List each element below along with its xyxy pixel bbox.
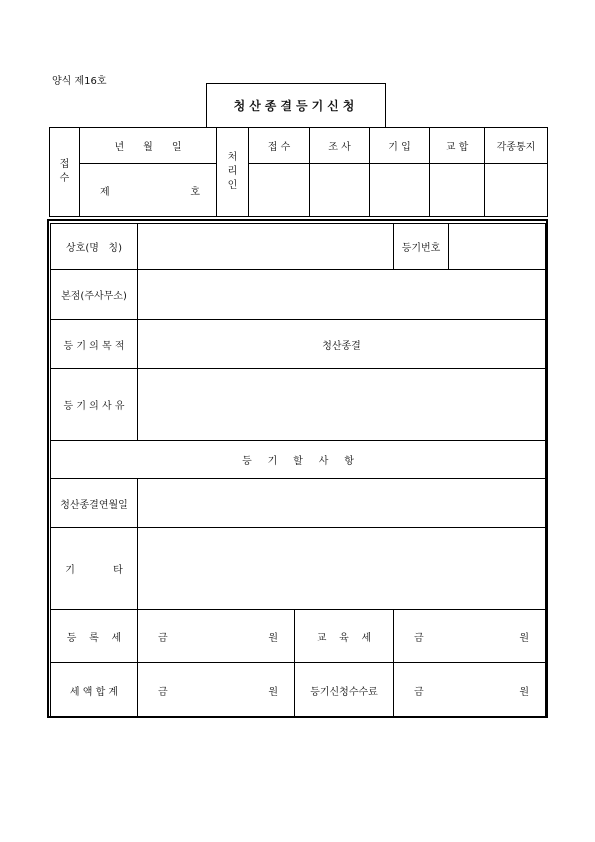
completion-date-field[interactable] [138, 479, 546, 528]
head-office-field[interactable] [138, 270, 546, 320]
matters-heading: 등 기 할 사 항 [51, 441, 546, 479]
fee-label: 등기신청수수료 [295, 663, 394, 718]
processor-verify-field[interactable] [430, 164, 485, 217]
processor-col-receipt: 접 수 [249, 128, 310, 164]
total-tax-label: 세 액 합 계 [51, 663, 138, 718]
reg-tax-amount[interactable]: 금 원 [138, 610, 295, 663]
head-office-label: 본점(주사무소) [51, 270, 138, 320]
processor-col-review: 조 사 [310, 128, 370, 164]
total-tax-amount[interactable]: 금 원 [138, 663, 295, 718]
reg-number-label: 등기번호 [394, 224, 449, 270]
processor-entry-field[interactable] [370, 164, 430, 217]
completion-date-label: 청산종결연월일 [51, 479, 138, 528]
edu-tax-amount[interactable]: 금 원 [394, 610, 546, 663]
reg-number-field[interactable] [449, 224, 546, 270]
receipt-side-label: 접 수 [50, 128, 80, 217]
receipt-number-field[interactable]: 제 호 [80, 164, 217, 217]
processor-col-entry: 기 입 [370, 128, 430, 164]
other-field[interactable] [138, 528, 546, 610]
processor-side-label: 처 리 인 [217, 128, 249, 217]
receipt-date-label: 년 월 일 [80, 128, 217, 164]
reason-field[interactable] [138, 369, 546, 441]
processor-receipt-field[interactable] [249, 164, 310, 217]
receipt-processing-table [49, 127, 548, 217]
form-number: 양식 제16호 [52, 76, 107, 87]
application-table [50, 223, 546, 718]
edu-tax-label: 교 육 세 [295, 610, 394, 663]
trade-name-label: 상호(명 칭) [51, 224, 138, 270]
form-title: 청산종결등기신청 [206, 83, 386, 127]
reg-tax-label: 등 록 세 [51, 610, 138, 663]
fee-amount[interactable]: 금 원 [394, 663, 546, 718]
reason-label: 등 기 의 사 유 [51, 369, 138, 441]
purpose-value: 청산종결 [138, 320, 546, 369]
processor-notice-field[interactable] [485, 164, 548, 217]
processor-col-notice: 각종통지 [485, 128, 548, 164]
purpose-label: 등 기 의 목 적 [51, 320, 138, 369]
other-label: 기 타 [51, 528, 138, 610]
processor-review-field[interactable] [310, 164, 370, 217]
trade-name-field[interactable] [138, 224, 394, 270]
processor-col-verify: 교 합 [430, 128, 485, 164]
